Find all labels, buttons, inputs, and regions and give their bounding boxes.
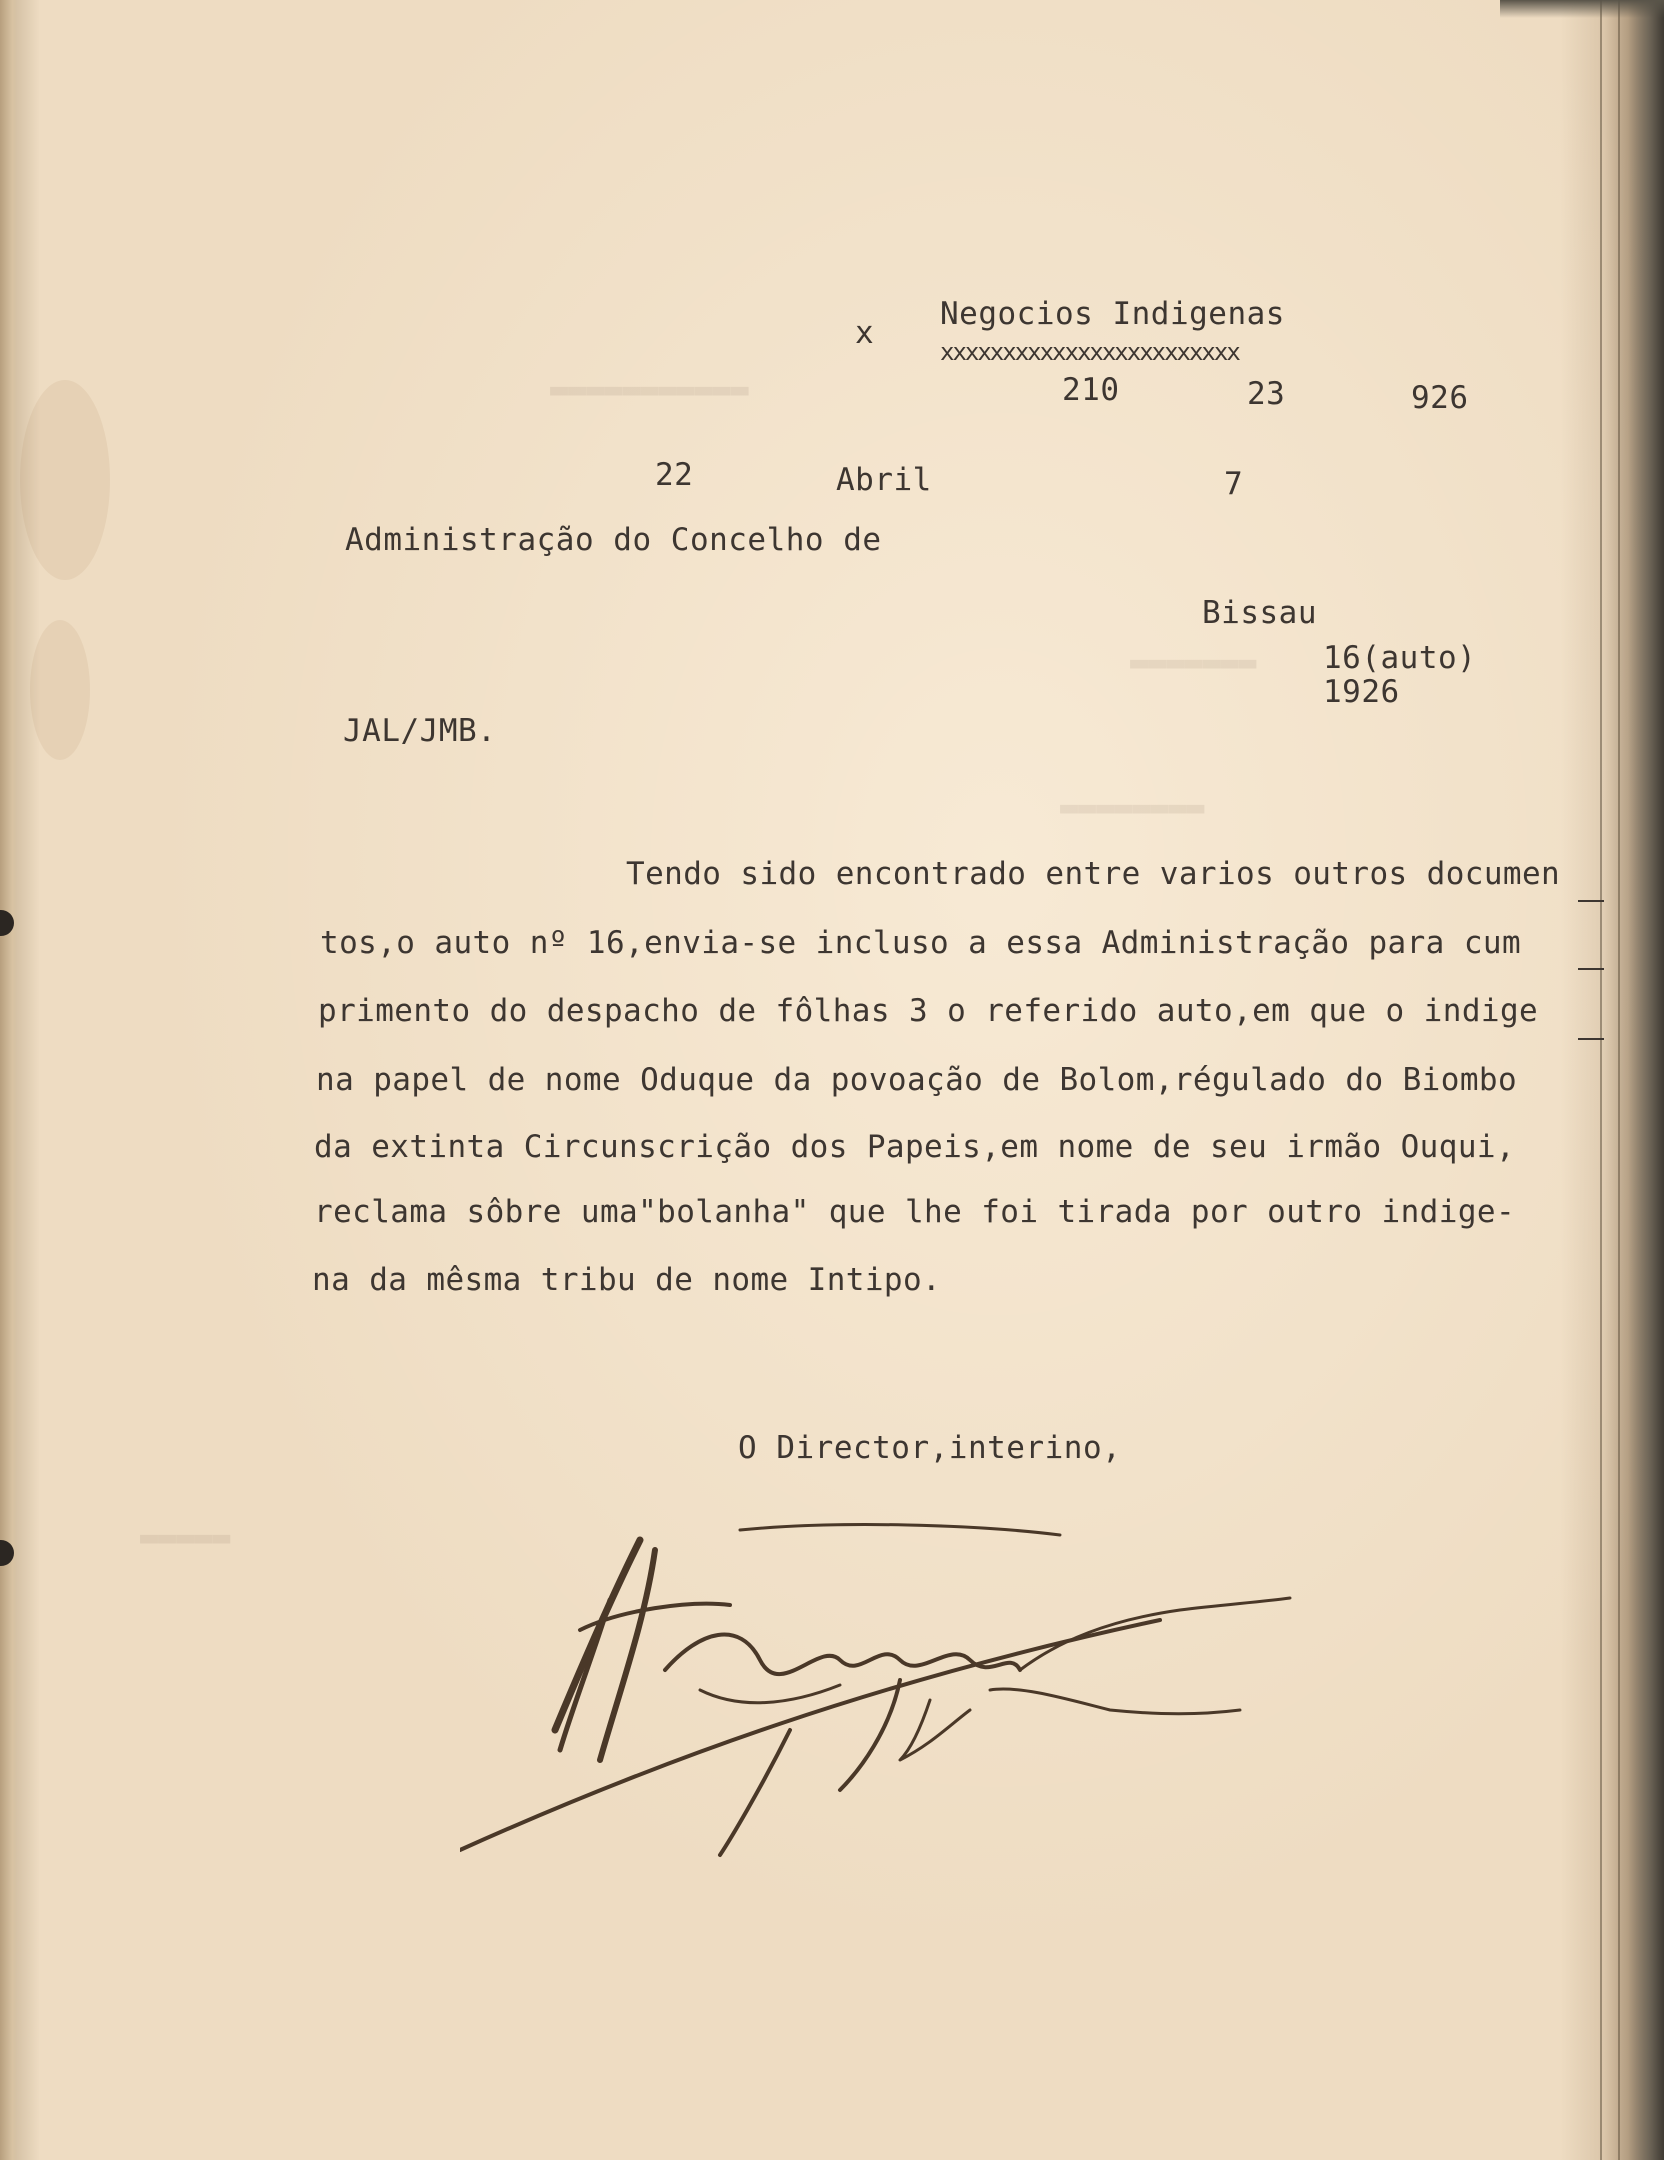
hand-underline xyxy=(1578,900,1604,902)
header-mark: x xyxy=(855,315,875,351)
bleed-through-text: ▬▬▬▬▬▬▬▬ xyxy=(1060,790,1205,825)
paper-stain xyxy=(20,380,110,580)
reference-number: 23 xyxy=(1247,376,1286,412)
body-line: tos,o auto nº 16,envia-se incluso a essa Administração para cum xyxy=(320,925,1522,961)
page-edge-line xyxy=(1618,0,1620,2160)
initials: JAL/JMB. xyxy=(343,713,497,749)
addressee-line: Administração do Concelho de xyxy=(345,522,882,558)
reference-year: 926 xyxy=(1411,380,1469,416)
body-line: na da mêsma tribu de nome Intipo. xyxy=(312,1262,942,1298)
reference-number: 210 xyxy=(1062,372,1120,408)
body-line: primento do despacho de fôlhas 3 o referido auto,em que o indige xyxy=(318,993,1539,1029)
paper-stain xyxy=(30,620,90,760)
date-day: 22 xyxy=(655,457,694,493)
struck-through-line: xxxxxxxxxxxxxxxxxxxxxxxx xyxy=(940,338,1239,366)
date-month: Abril xyxy=(836,462,932,498)
date-extra: 7 xyxy=(1224,466,1244,502)
department-title: Negocios Indigenas xyxy=(940,296,1285,332)
body-line: da extinta Circunscrição dos Papeis,em nome de seu irmão Ouqui, xyxy=(314,1129,1516,1165)
body-line: reclama sôbre uma"bolanha" que lhe foi tirada por outro indige- xyxy=(314,1194,1516,1230)
body-line: na papel de nome Oduque da povoação de Bolom,régulado do Biombo xyxy=(316,1062,1518,1098)
auto-year: 1926 xyxy=(1323,674,1400,710)
auto-reference: 16(auto) xyxy=(1323,640,1477,676)
bleed-through-text: ▬▬▬▬▬ xyxy=(140,1520,231,1555)
hand-underline xyxy=(1578,968,1604,970)
page-edge-line xyxy=(1600,0,1602,2160)
hand-underline xyxy=(1578,1038,1604,1040)
handwritten-signature xyxy=(460,1510,1360,1870)
bleed-through-text: ▬▬▬▬▬▬▬▬▬▬▬ xyxy=(550,372,749,407)
page-corner-shadow xyxy=(1500,0,1664,18)
closing-title: O Director,interino, xyxy=(738,1430,1122,1466)
page-binding xyxy=(0,0,18,2160)
bleed-through-text: ▬▬▬▬▬▬▬ xyxy=(1130,645,1257,680)
body-line: Tendo sido encontrado entre varios outros documen xyxy=(626,856,1561,892)
page-edge xyxy=(1604,0,1664,2160)
addressee-place: Bissau xyxy=(1202,595,1317,631)
